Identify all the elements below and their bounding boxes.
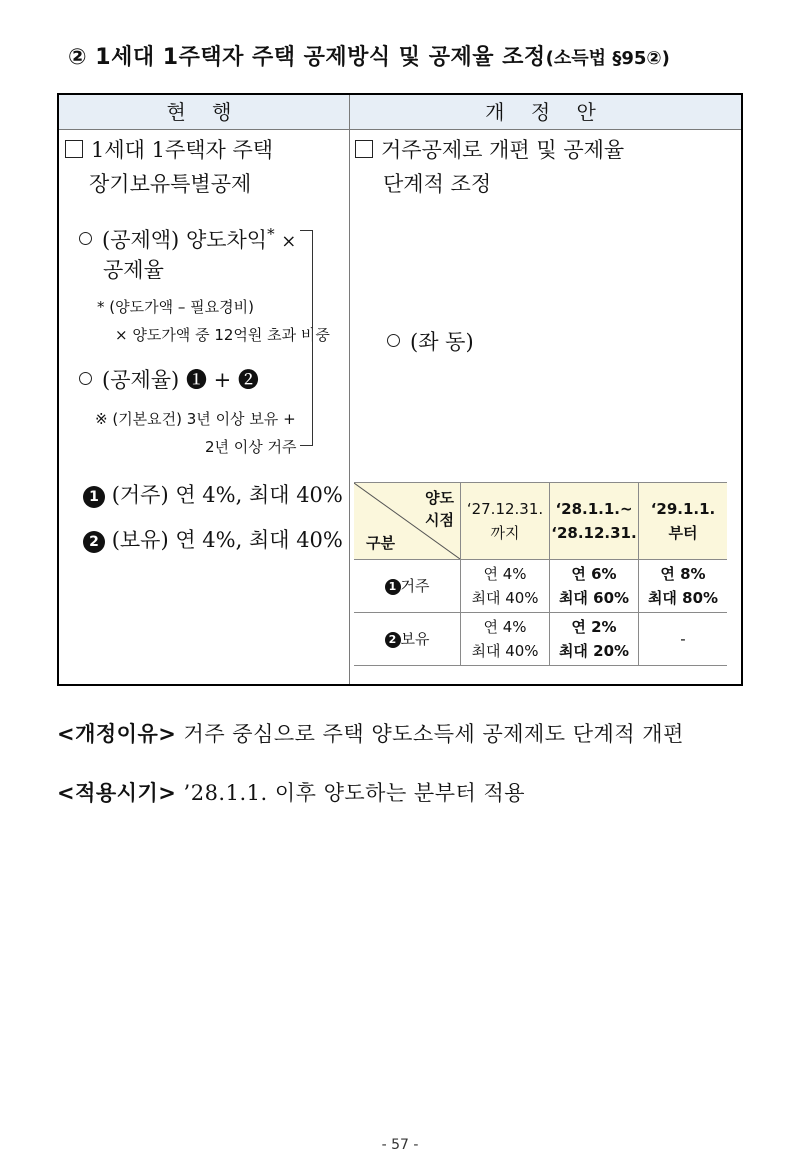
heading-law-reference: (소득법 §95②)	[545, 48, 670, 69]
row-label-text: 보유	[400, 630, 430, 648]
heading-text: ② 1세대 1주택자 주택 공제방식 및 공제율 조정	[68, 45, 546, 70]
reason-label: <개정이유>	[57, 722, 177, 746]
rate-formula-1: ❶	[185, 368, 207, 392]
rate-cell	[461, 560, 550, 613]
period-3-line2: 부터	[668, 524, 698, 542]
rate-cell-line1: -	[680, 630, 686, 648]
requirement-line1: ※ (기본요건) 3년 이상 보유 +	[95, 410, 296, 428]
period-3-line1: ‘29.1.1.	[650, 500, 716, 518]
period-1-line1: ‘27.12.31.	[466, 500, 544, 518]
current-title-line2: 장기보유특별공제	[89, 172, 252, 196]
row-label-text: 거주	[400, 577, 430, 595]
checkbox-square-icon	[355, 140, 373, 158]
rate-cell	[639, 613, 728, 666]
effective-text: ’28.1.1. 이후 양도하는 분부터 적용	[183, 781, 526, 805]
same-as-left-text: (좌 동)	[410, 330, 474, 354]
corner-cell	[354, 483, 461, 560]
rate-cell-line2: 최대 40%	[471, 589, 539, 607]
item-holding-text: (보유) 연 4%, 최대 40%	[111, 528, 343, 552]
current-item-holding	[83, 523, 343, 557]
rate-cell	[550, 613, 639, 666]
table-row	[354, 560, 727, 613]
proposed-title	[355, 133, 624, 167]
period-header-1	[461, 483, 550, 560]
corner-top-line2: 시점	[425, 511, 454, 529]
amount-text: 양도차익	[185, 228, 268, 252]
circle-bullet-icon	[387, 334, 400, 347]
period-header-2	[550, 483, 639, 560]
rate-cell-line1: 연 8%	[660, 565, 706, 583]
section-heading	[68, 40, 670, 71]
rate-cell	[550, 560, 639, 613]
effective-label: <적용시기>	[57, 781, 177, 805]
row-label-holding	[354, 613, 461, 666]
period-header-3	[639, 483, 728, 560]
amount-note-line2: × 양도가액 중 12억원 초과 비중	[115, 326, 330, 344]
row-label-residence	[354, 560, 461, 613]
effective-paragraph	[57, 777, 525, 807]
amount-times: ×	[281, 231, 297, 252]
current-title-line1: 1세대 1주택자 주택	[91, 138, 274, 162]
number-2-icon: 2	[83, 531, 105, 553]
rate-label: (공제율)	[102, 368, 180, 392]
rate-cell-line2: 최대 60%	[558, 589, 630, 607]
number-1-icon: 1	[83, 486, 105, 508]
bracket-line	[300, 230, 313, 446]
period-2-line2: ‘28.12.31.	[551, 524, 637, 542]
rate-cell-line1: 연 4%	[483, 618, 527, 636]
circle-bullet-icon	[79, 372, 92, 385]
page-number: - 57 -	[381, 1137, 419, 1153]
current-item-residence	[83, 478, 343, 512]
amount-note-line1: * (양도가액 – 필요경비)	[97, 298, 254, 316]
current-rate	[79, 363, 259, 397]
requirement-line2: 2년 이상 거주	[205, 438, 297, 456]
header-proposed: 개 정 안	[485, 100, 606, 124]
number-2-icon: 2	[385, 632, 401, 648]
rate-cell-line2: 최대 40%	[471, 642, 539, 660]
corner-top-label	[425, 487, 454, 531]
amount-footnote-mark: *	[267, 225, 275, 243]
number-1-icon: 1	[385, 579, 401, 595]
item-residence-text: (거주) 연 4%, 최대 40%	[111, 483, 343, 507]
table-row	[354, 613, 727, 666]
rate-cell-line1: 연 2%	[571, 618, 617, 636]
reason-text: 거주 중심으로 주택 양도소득세 공제제도 단계적 개편	[183, 722, 684, 746]
corner-bottom-label: 구분	[366, 534, 395, 552]
header-current: 현 행	[166, 100, 242, 124]
current-title	[65, 133, 273, 167]
rate-cell-line2: 최대 80%	[647, 589, 719, 607]
corner-top-line1: 양도	[425, 489, 454, 507]
rate-cell-line1: 연 4%	[483, 565, 527, 583]
proposed-title-line2: 단계적 조정	[383, 172, 492, 196]
rate-formula-2: ❷	[237, 368, 259, 392]
rate-schedule-table	[354, 482, 727, 666]
period-2-line1: ‘28.1.1.~	[555, 500, 633, 518]
amount-line2: 공제율	[103, 258, 164, 282]
proposed-title-line1: 거주공제로 개편 및 공제율	[381, 138, 625, 162]
rate-cell	[461, 613, 550, 666]
reason-paragraph	[57, 718, 684, 748]
rate-table-header	[354, 483, 727, 560]
rate-formula-plus: +	[213, 368, 232, 392]
rate-cell-line1: 연 6%	[571, 565, 617, 583]
column-divider	[349, 95, 350, 684]
proposed-same	[387, 325, 474, 359]
circle-bullet-icon	[79, 232, 92, 245]
period-1-line2: 까지	[490, 524, 520, 542]
amount-label: (공제액)	[102, 228, 180, 252]
rate-cell	[639, 560, 728, 613]
rate-cell-line2: 최대 20%	[558, 642, 630, 660]
checkbox-square-icon	[65, 140, 83, 158]
